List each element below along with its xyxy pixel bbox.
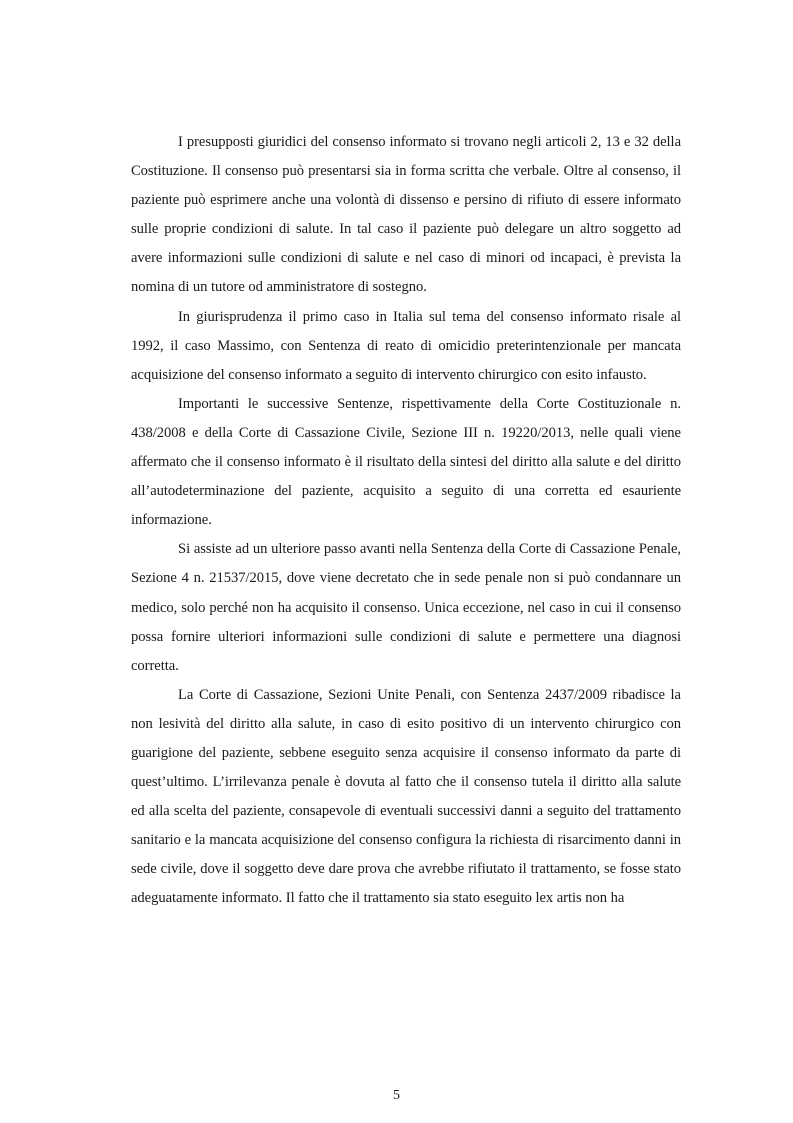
page-number: 5 [393,1088,400,1103]
body-text [131,128,681,914]
paragraph-legal-basis: I presupposti giuridici del consenso informato si trovano negli articoli 2, 13 e 32 della Costituzione. Il consenso può presentarsi sia in forma scritta che verbale. Oltre al consenso, il paziente può esprimere anche una volontà di dissenso e persino di rifiuto di essere informato sulle proprie condizioni di salute. In tal caso il paziente può delegare un altro soggetto ad avere informazioni sulle condizioni di salute e nel caso di minori od incapaci, è prevista la nomina di un tutore od amministratore di sostegno. [131,134,681,296]
paragraph-later-rulings: Importanti le successive Sentenze, rispettivamente della Corte Costituzionale n. 438/2008 e della Corte di Cassazione Civile, Sezione III n. 19220/2013, nelle quali viene affermato che il consenso informato è il risultato della sintesi del diritto alla salute e del diritto all’autodeterminazione del paziente, acquisito a seguito di una corretta ed esauriente informazione. [131,395,681,529]
paragraph-criminal-cassation: Si assiste ad un ulteriore passo avanti nella Sentenza della Corte di Cassazione Penale, Sezione 4 n. 21537/2015, dove viene decretato che in sede penale non si può condannare un medico, solo perché non ha acquisito il consenso. Unica eccezione, nel caso in cui il consenso possa fornire ulteriori informazioni sulle condizioni di salute e permettere una diagnosi corretta. [131,541,681,674]
paragraph-first-case: In giurisprudenza il primo caso in Italia sul tema del consenso informato risale al 1992, il caso Massimo, con Sentenza di reato di omicidio preterintenzionale per mancata acquisizione del consenso informato a seguito di intervento chirurgico con esito infausto. [131,308,681,383]
paragraph-united-sections: La Corte di Cassazione, Sezioni Unite Penali, con Sentenza 2437/2009 ribadisce la non lesività del diritto alla salute, in caso di esito positivo di un intervento chirurgico con guarigione del paziente, sebbene eseguito senza acquisire il consenso informato da parte di quest’ultimo. L’irrilevanza penale è dovuta al fatto che il consenso tutela il diritto alla salute ed alla scelta del paziente, consapevole di eventuali successivi danni a seguito del trattamento sanitario e la mancata acquisizione del consenso configura la richiesta di risarcimento danni in sede civile, dove il soggetto deve dare prova che avrebbe rifiutato il trattamento, se fosse stato adeguatamente informato. Il fatto che il trattamento sia stato eseguito lex artis non ha [131,686,681,907]
